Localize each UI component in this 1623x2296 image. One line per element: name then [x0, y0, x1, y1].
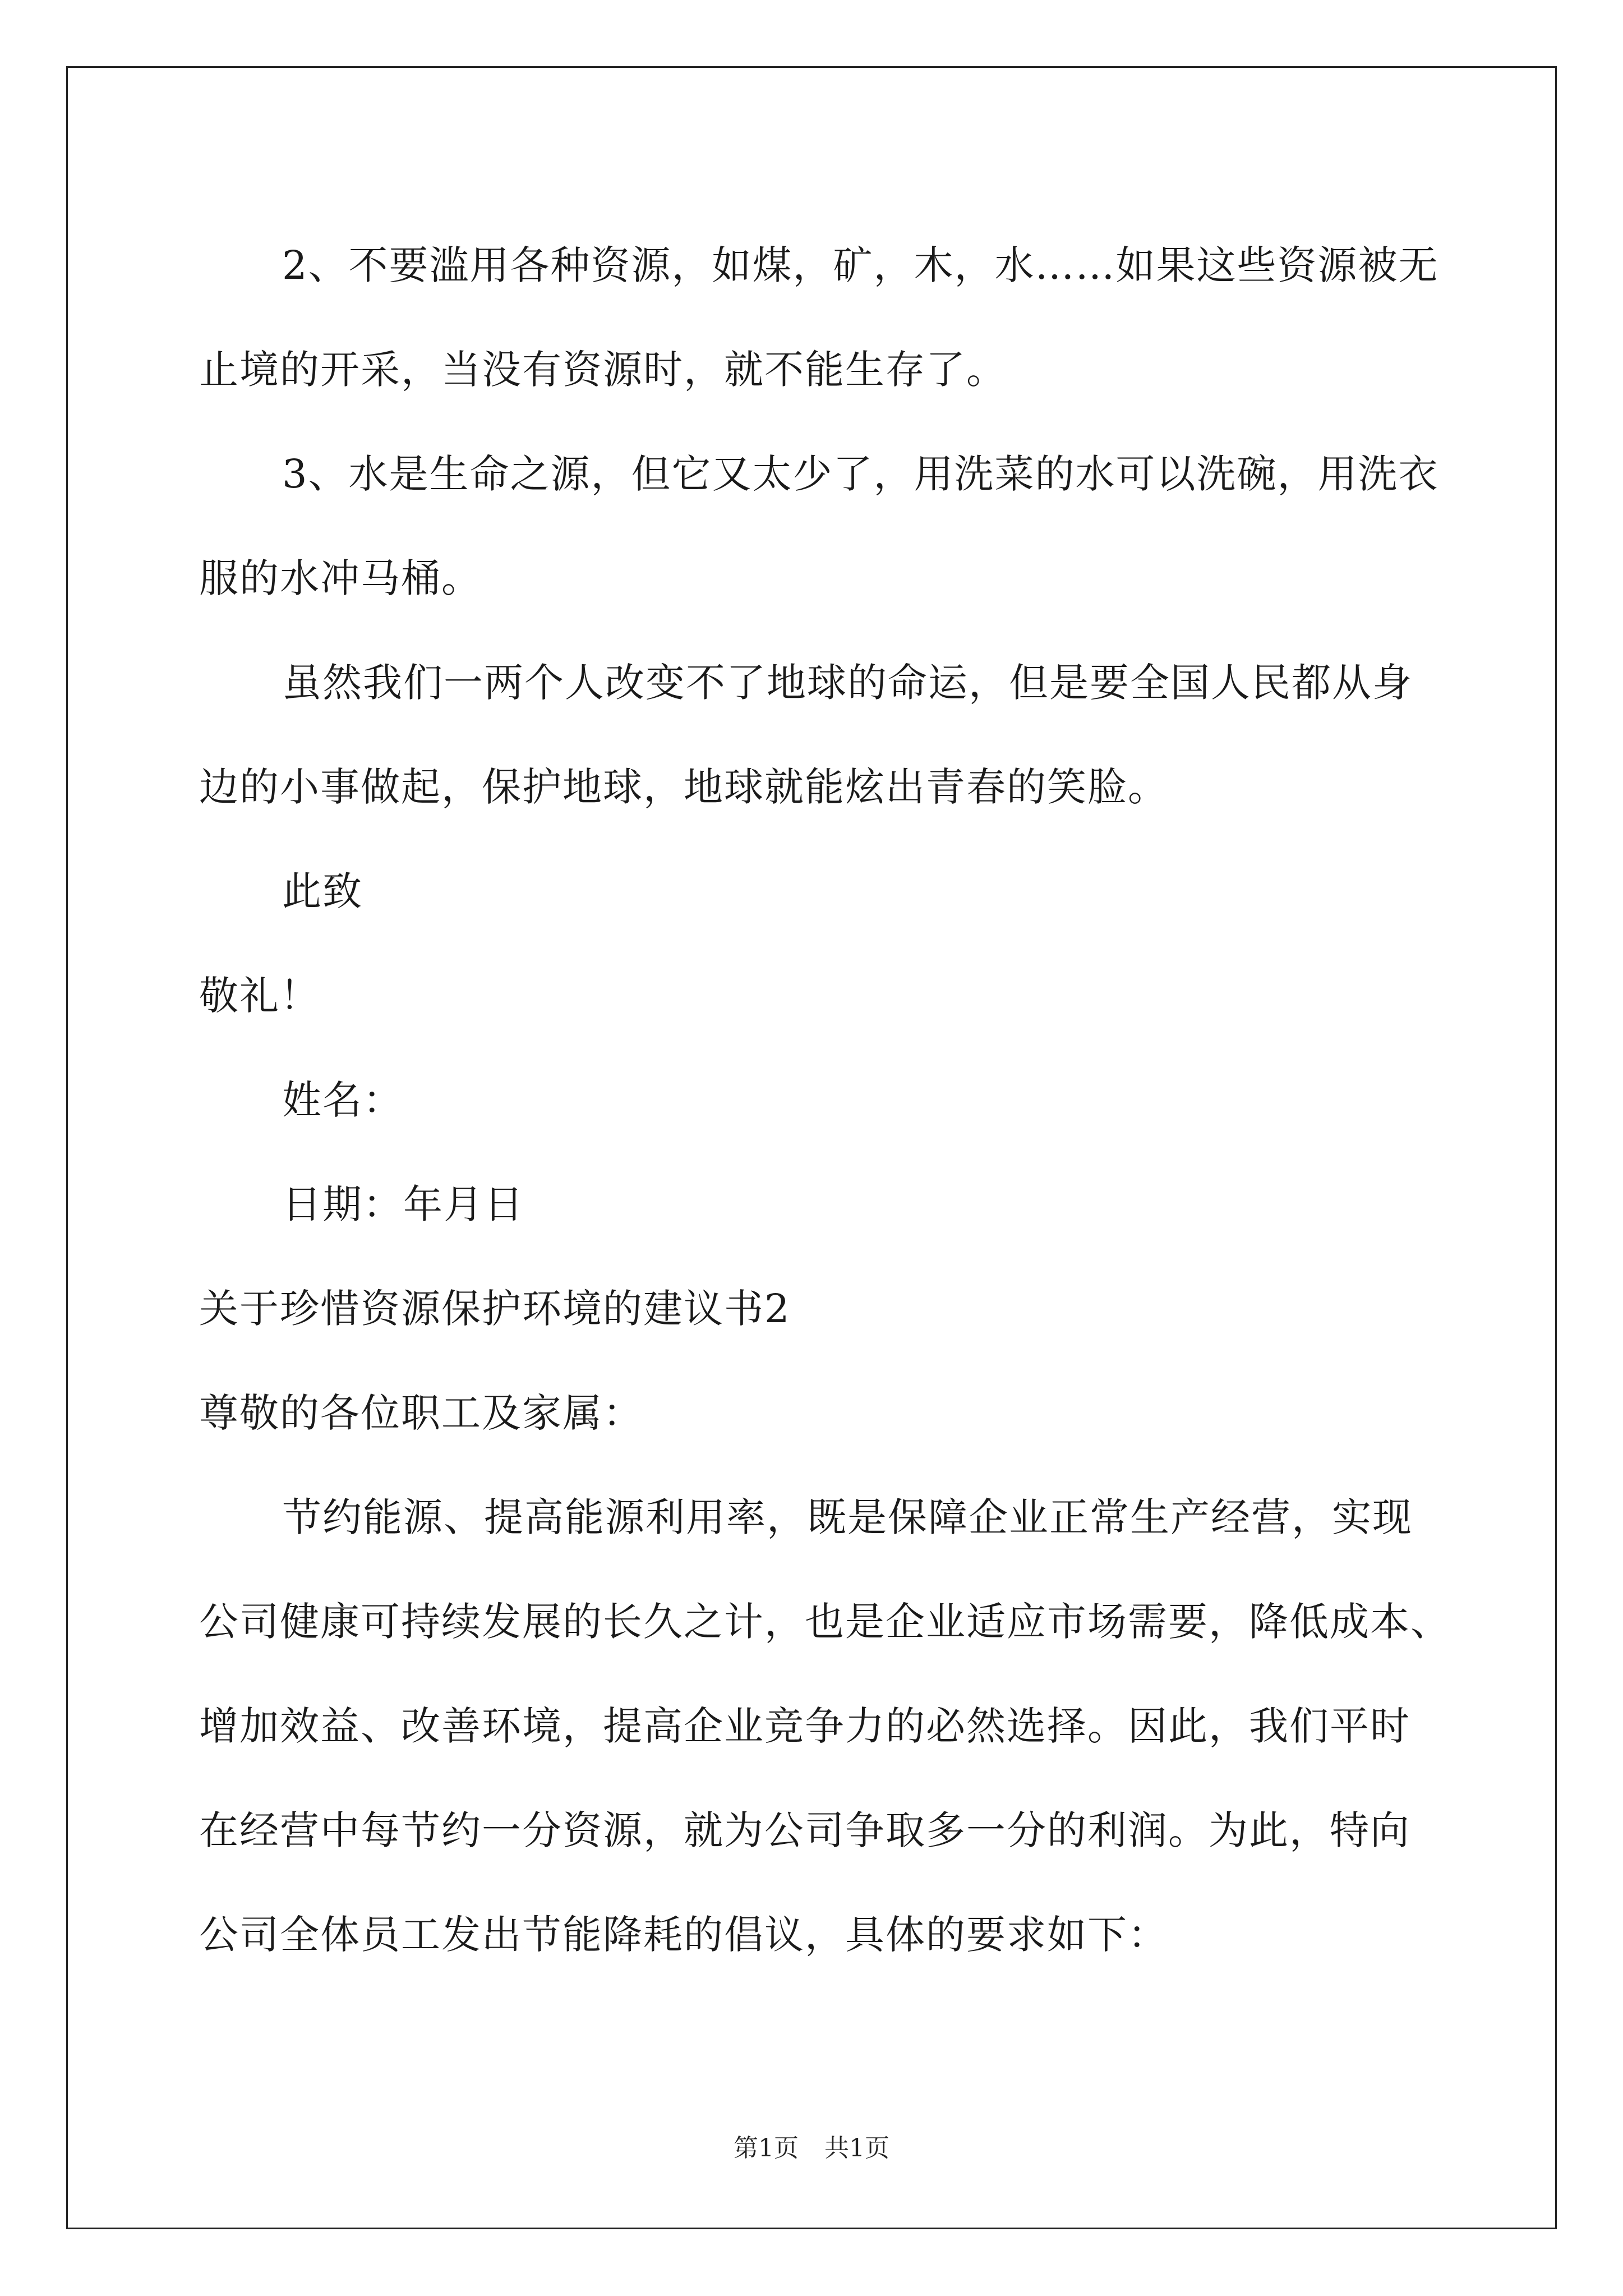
greeting: 尊敬的各位职工及家属：	[199, 1390, 643, 1436]
paragraph-line: 在经营中每节约一分资源，就为公司争取多一分的利润。为此，特向	[199, 1807, 1410, 1853]
section-title: 关于珍惜资源保护环境的建议书2	[199, 1286, 791, 1332]
paragraph-line: 止境的开采，当没有资源时，就不能生存了。	[199, 347, 1007, 393]
paragraph-line: 边的小事做起，保护地球，地球就能炫出青春的笑脸。	[199, 764, 1168, 810]
paragraph-line: 3、水是生命之源，但它又太少了，用洗菜的水可以洗碗，用洗衣	[282, 451, 1439, 497]
closing-salutation: 此致	[282, 868, 363, 914]
page-total: 共1页	[824, 2134, 889, 2162]
date-field-label: 日期：年月日	[282, 1181, 524, 1227]
paragraph-line: 节约能源、提高能源利用率，既是保障企业正常生产经营，实现	[282, 1494, 1413, 1540]
closing-regards: 敬礼！	[199, 973, 320, 1019]
paragraph-line: 2、不要滥用各种资源，如煤，矿，木，水……如果这些资源被无	[282, 242, 1439, 288]
paragraph-line: 公司健康可持续发展的长久之计，也是企业适应市场需要，降低成本、	[199, 1599, 1451, 1645]
paragraph-line: 服的水冲马桶。	[199, 555, 482, 601]
paragraph-line: 增加效益、改善环境，提高企业竞争力的必然选择。因此，我们平时	[199, 1703, 1410, 1749]
document-body	[199, 213, 1451, 1987]
name-field-label: 姓名：	[282, 1077, 403, 1123]
page-footer	[0, 2132, 1623, 2165]
page-number: 第1页	[734, 2134, 799, 2162]
paragraph-line: 公司全体员工发出节能降耗的倡议，具体的要求如下：	[199, 1912, 1168, 1958]
paragraph-line: 虽然我们一两个人改变不了地球的命运，但是要全国人民都从身	[282, 660, 1413, 706]
